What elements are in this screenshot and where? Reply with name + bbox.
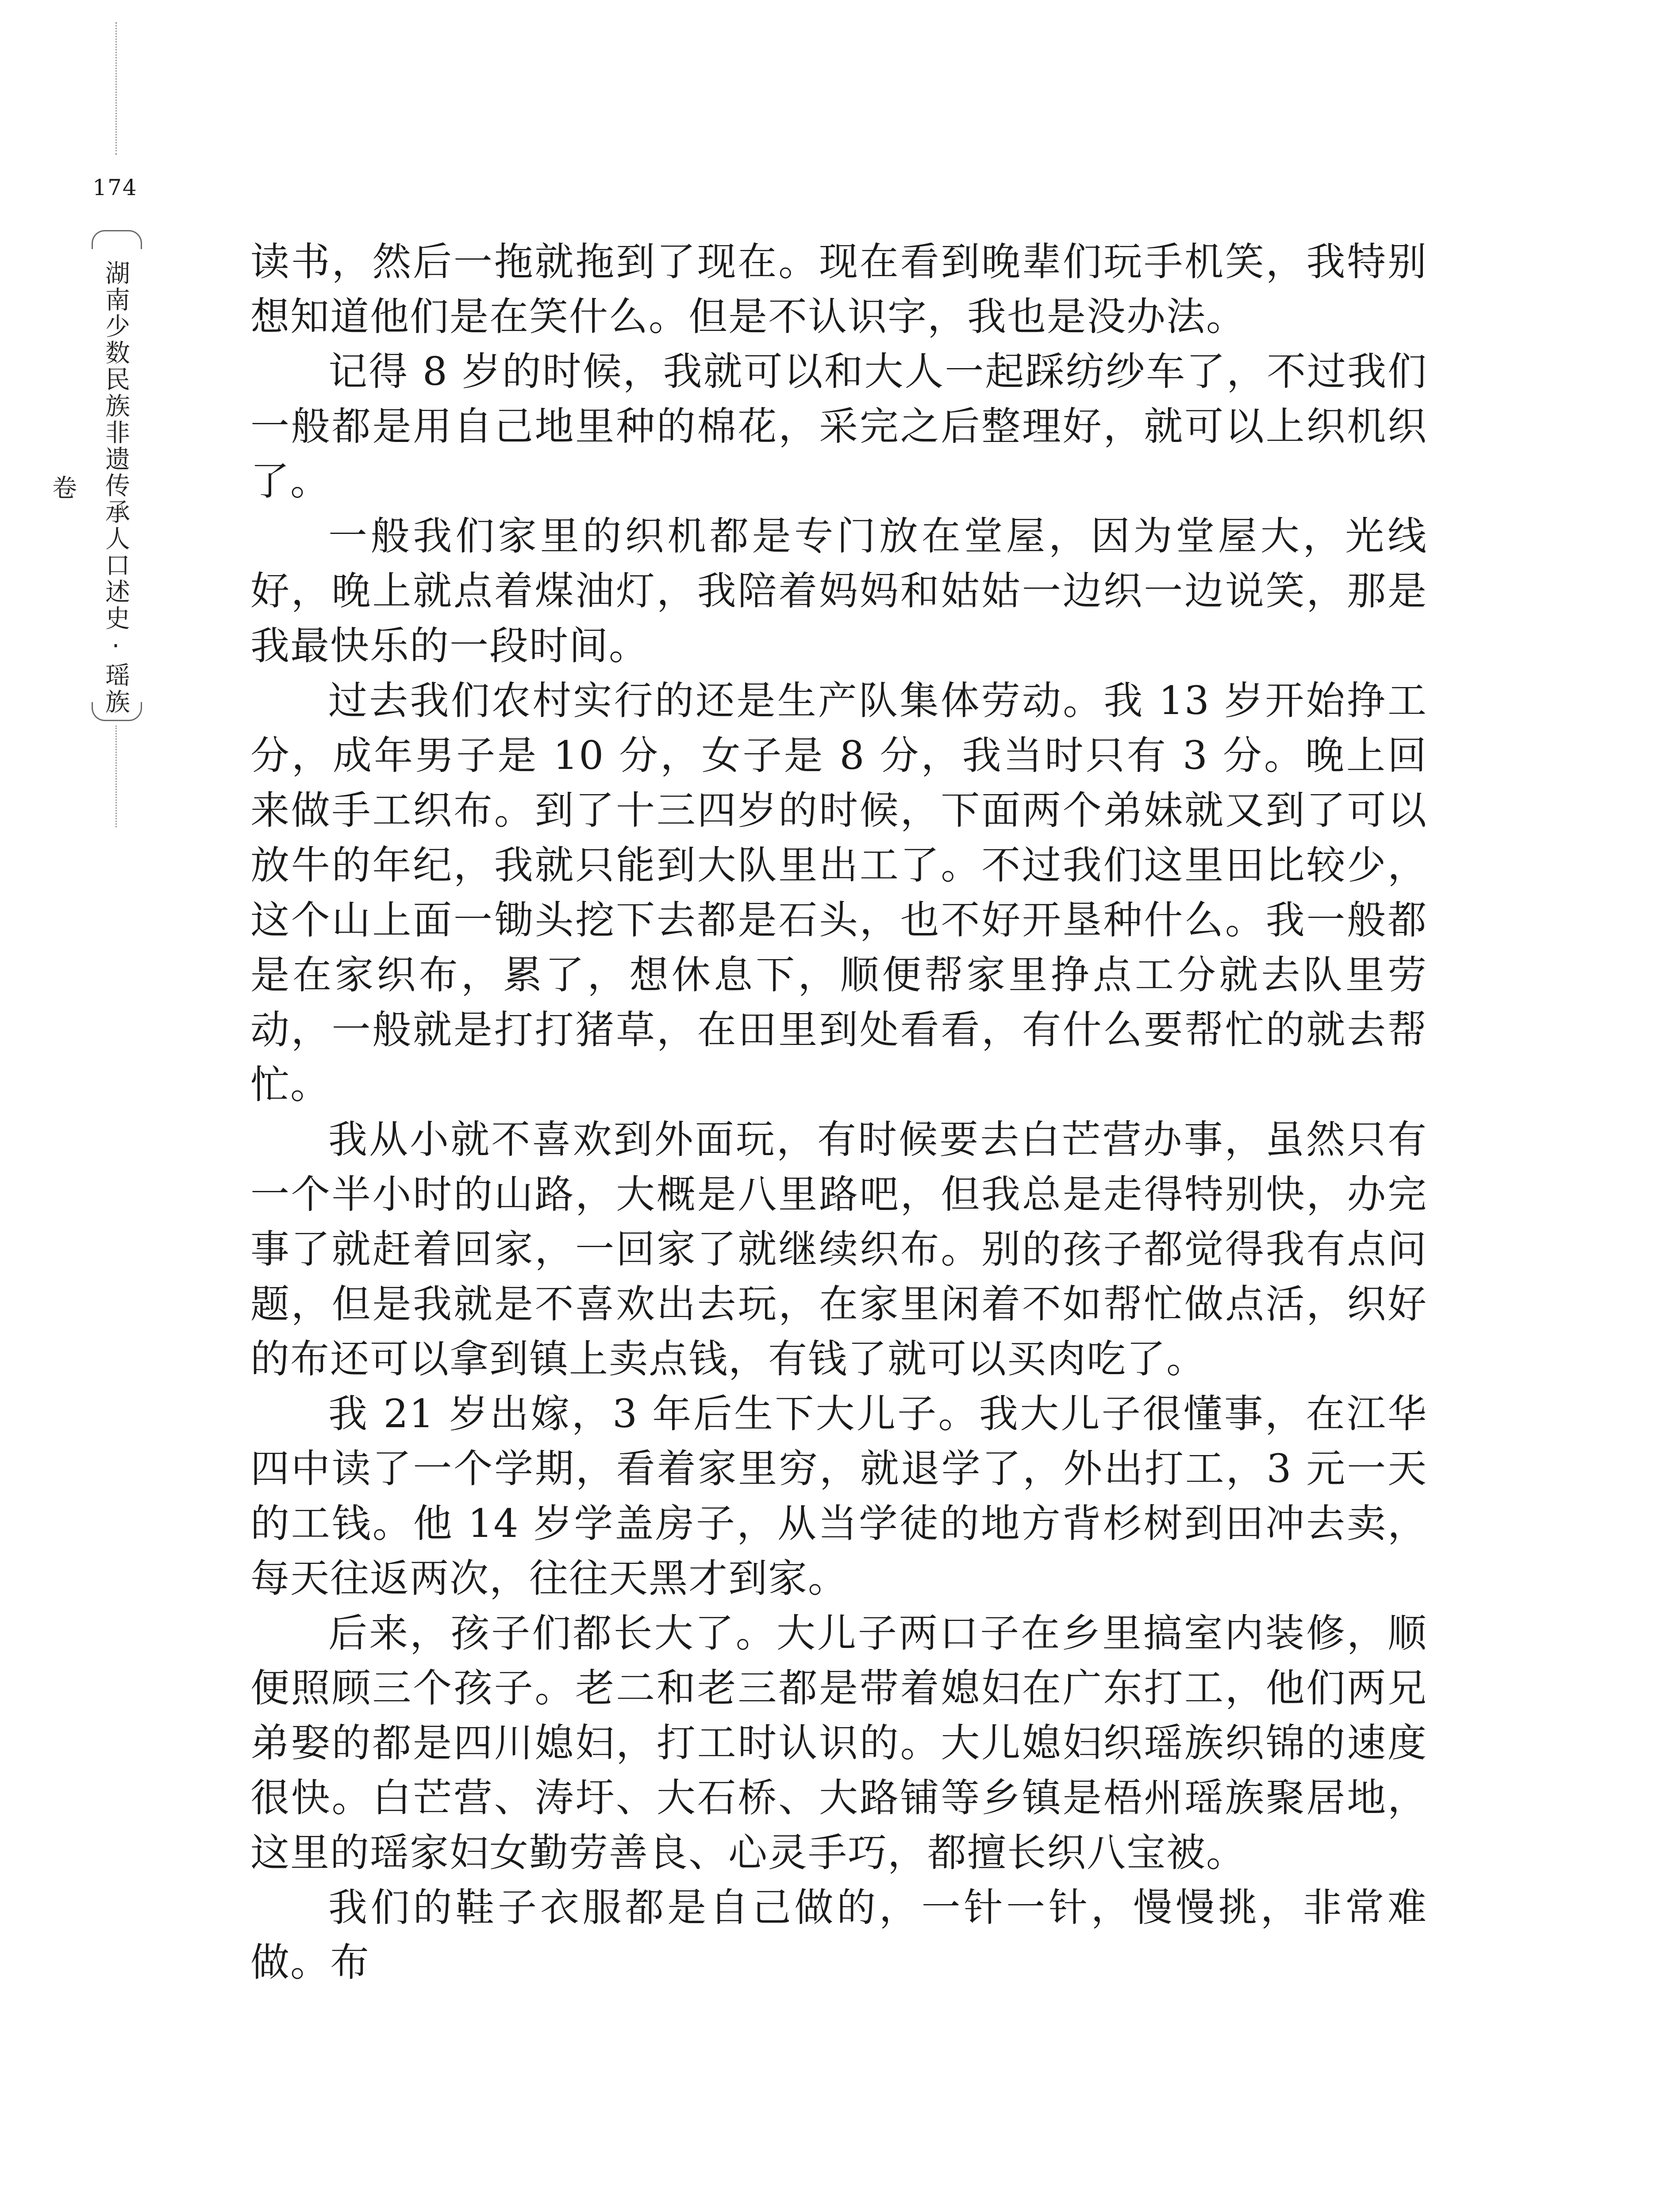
paragraph: 我 21 岁出嫁，3 年后生下大儿子。我大儿子很懂事，在江华四中读了一个学期，看着家里穷，就退学了，外出打工，3 元一天的工钱。他 14 岁学盖房子，从当学徒的地方背杉树到田冲去卖，每天往返两次，往往天黑才到家。 bbox=[250, 1391, 1427, 1601]
series-title: 湖南少数民族非遗传承人口述史·瑶族卷 bbox=[48, 260, 130, 715]
paragraph: 我从小就不喜欢到外面玩，有时候要去白芒营办事，虽然只有一个半小时的山路，大概是八里路吧，但我总是走得特别快，办完事了就赶着回家，一回家了就继续织布。别的孩子都觉得我有点问题，但是我就是不喜欢出去玩，在家里闲着不如帮忙做点活，织好的布还可以拿到镇上卖点钱，有钱了就可以买肉吃了。 bbox=[250, 1117, 1427, 1382]
bracket-bottom bbox=[92, 702, 142, 721]
page-number: 174 bbox=[92, 175, 138, 200]
margin-rule-bottom bbox=[115, 726, 117, 827]
paragraph: 读书，然后一拖就拖到了现在。现在看到晚辈们玩手机笑，我特别想知道他们是在笑什么。但是不认识字，我也是没办法。 bbox=[250, 239, 1427, 339]
paragraph: 我们的鞋子衣服都是自己做的，一针一针，慢慢挑，非常难做。布 bbox=[250, 1885, 1427, 1985]
bracket-top bbox=[92, 230, 142, 249]
series-title-frame bbox=[48, 230, 142, 721]
body-text bbox=[250, 234, 1427, 1990]
paragraph: 一般我们家里的织机都是专门放在堂屋，因为堂屋大，光线好，晚上就点着煤油灯，我陪着妈妈和姑姑一边织一边说笑，那是我最快乐的一段时间。 bbox=[250, 513, 1427, 668]
paragraph: 后来，孩子们都长大了。大儿子两口子在乡里搞室内装修，顺便照顾三个孩子。老二和老三都是带着媳妇在广东打工，他们两兄弟娶的都是四川媳妇，打工时认识的。大儿媳妇织瑶族织锦的速度很快。白芒营、涛圩、大石桥、大路铺等乡镇是梧州瑶族聚居地，这里的瑶家妇女勤劳善良、心灵手巧，都擅长织八宝被。 bbox=[250, 1610, 1427, 1875]
paragraph: 记得 8 岁的时候，我就可以和大人一起踩纺纱车了，不过我们一般都是用自己地里种的棉花，采完之后整理好，就可以上织机织了。 bbox=[250, 349, 1427, 504]
margin-rule-top bbox=[115, 22, 117, 155]
paragraph: 过去我们农村实行的还是生产队集体劳动。我 13 岁开始挣工分，成年男子是 10 分，女子是 8 分，我当时只有 3 分。晚上回来做手工织布。到了十三四岁的时候，下面两个弟妹就又到了可以放牛的年纪，我就只能到大队里出工了。不过我们这里田比较少，这个山上面一锄头挖下去都是石头，也不好开垦种什么。我一般都是在家织布，累了，想休息下，顺便帮家里挣点工分就去队里劳动，一般就是打打猪草，在田里到处看看，有什么要帮忙的就去帮忙。 bbox=[250, 678, 1427, 1107]
